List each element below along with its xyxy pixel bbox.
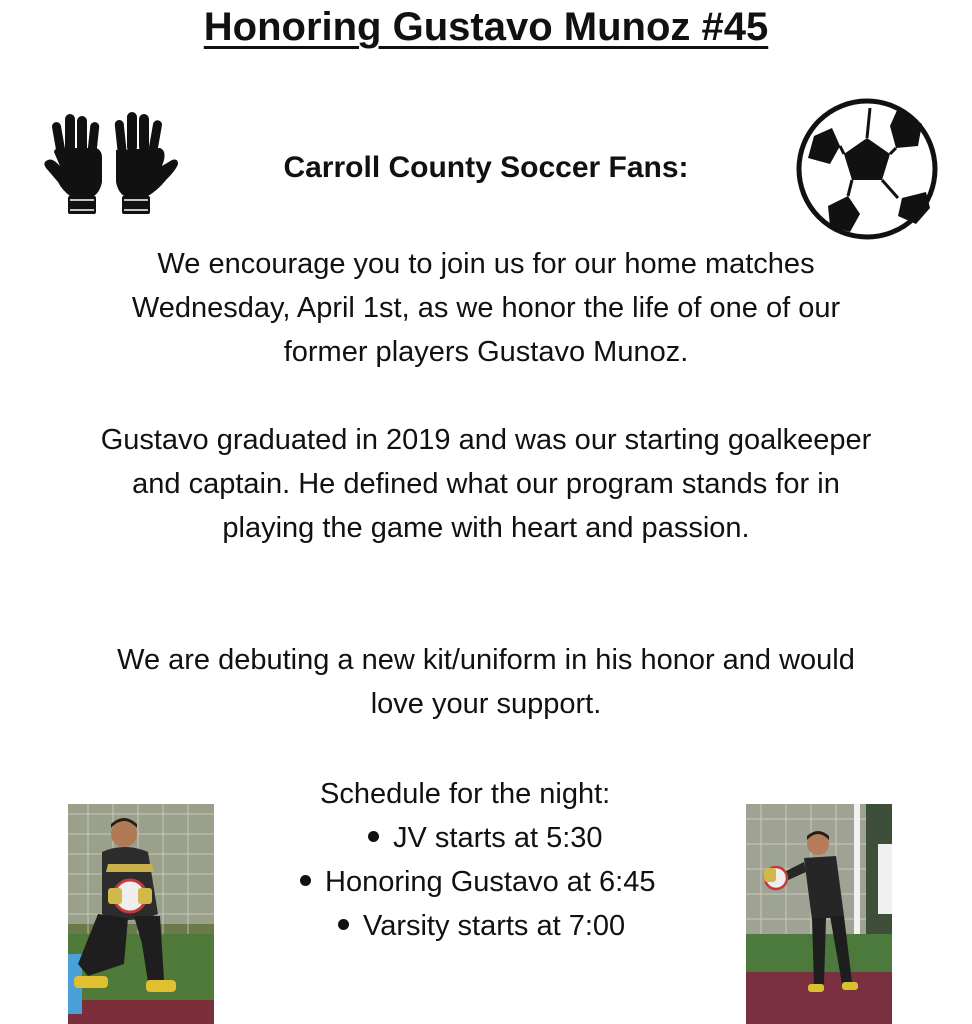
schedule-title: Schedule for the night: bbox=[320, 778, 611, 810]
flyer-title-text: Honoring Gustavo Munoz #45 bbox=[203, 5, 769, 49]
schedule-item-text: JV starts at 5:30 bbox=[393, 822, 603, 854]
bullet-icon bbox=[338, 919, 349, 930]
bullet-icon bbox=[368, 831, 379, 842]
schedule-item bbox=[368, 816, 760, 860]
schedule-item-text: Honoring Gustavo at 6:45 bbox=[325, 866, 656, 898]
schedule-item-text: Varsity starts at 7:00 bbox=[363, 910, 626, 942]
goalkeeper-standing-photo bbox=[746, 804, 892, 1024]
flyer-title bbox=[0, 4, 972, 50]
intro-paragraph: We encourage you to join us for our home matches Wednesday, April 1st, as we honor the life of one of our former players Gustavo Munoz. bbox=[131, 248, 841, 368]
tribute-paragraph: Gustavo graduated in 2019 and was our starting goalkeeper and captain. He defined what our program stands for in playing the game with heart and passion. bbox=[100, 424, 872, 544]
goalkeeper-kneeling-photo bbox=[68, 804, 214, 1024]
bullet-icon bbox=[300, 875, 311, 886]
schedule-item bbox=[300, 860, 760, 904]
schedule-item bbox=[338, 904, 760, 948]
uniform-paragraph: We are debuting a new kit/uniform in his honor and would love your support. bbox=[117, 644, 855, 720]
flyer-subtitle: Carroll County Soccer Fans: bbox=[283, 151, 689, 184]
schedule-list bbox=[280, 816, 760, 948]
schedule-section bbox=[280, 772, 760, 948]
